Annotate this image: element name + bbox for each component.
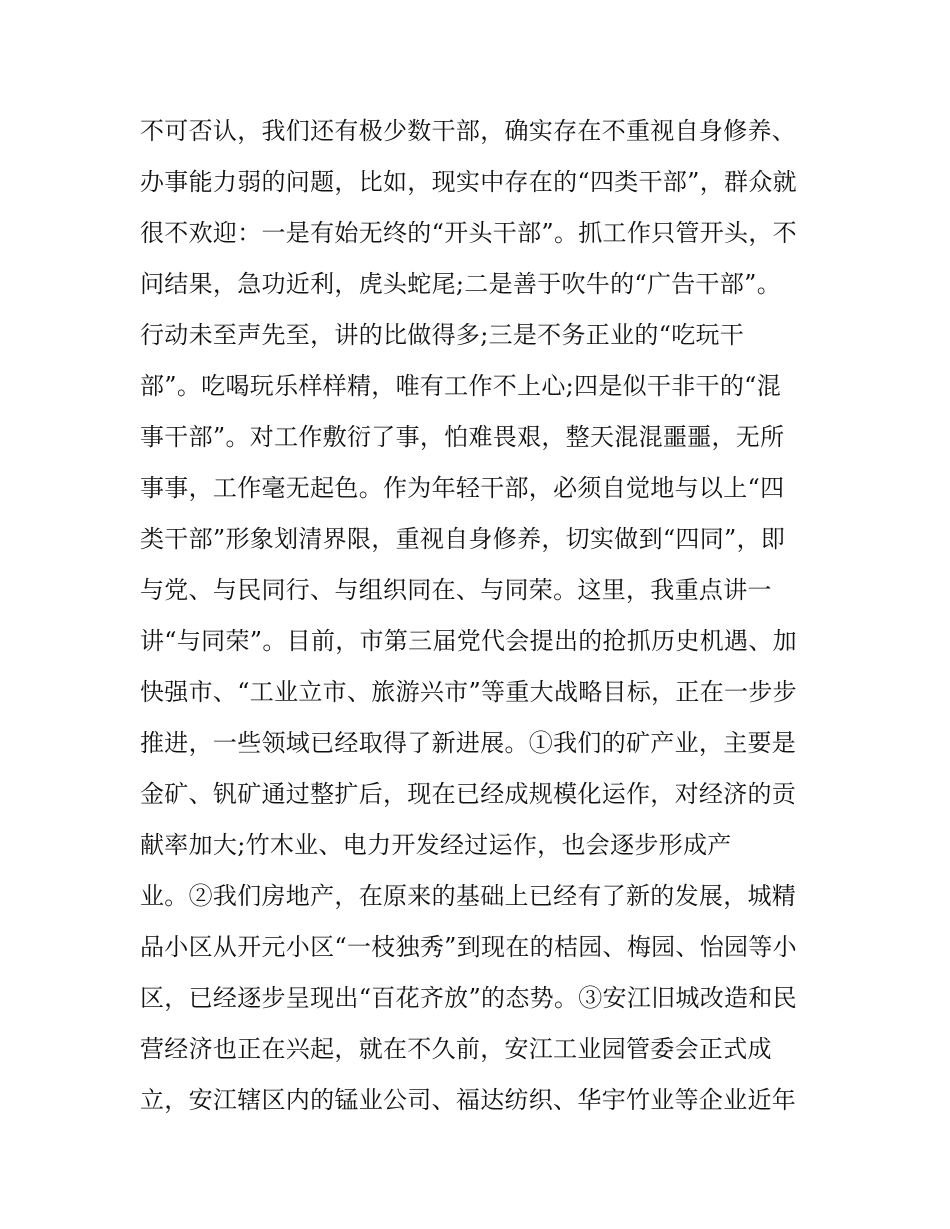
text-line: 立，安江辖区内的锰业公司、福达纺织、华宇竹业等企业近年	[140, 1086, 797, 1114]
text-line: 品小区从开元小区“一枝独秀”到现在的桔园、梅园、怡园等小	[140, 933, 797, 961]
text-line: 事干部”。对工作敷衍了事，怕难畏艰，整天混混噩噩，无所	[140, 423, 785, 451]
text-line: 事事，工作毫无起色。作为年轻干部，必须自觉地与以上“四	[140, 474, 785, 502]
text-line: 行动未至声先至，讲的比做得多;三是不务正业的“吃玩干	[140, 321, 745, 349]
text-line: 营经济也正在兴起，就在不久前，安江工业园管委会正式成	[140, 1035, 772, 1063]
text-line: 献率加大;竹木业、电力开发经过运作，也会逐步形成产	[140, 831, 732, 859]
text-line: 类干部”形象划清界限，重视自身修养，切实做到“四同”，即	[140, 525, 786, 553]
text-line: 区，已经逐步呈现出“百花齐放”的态势。③安江旧城改造和民	[140, 984, 797, 1012]
text-line: 问结果，急功近利，虎头蛇尾;二是善于吹牛的“广告干部”。	[140, 270, 782, 298]
text-line: 快强市、“工业立市、旅游兴市”等重大战略目标，正在一步步	[140, 678, 797, 706]
text-line: 讲“与同荣”。目前，市第三届党代会提出的抢抓历史机遇、加	[140, 627, 797, 655]
text-line: 不可否认，我们还有极少数干部，确实存在不重视自身修养、	[140, 117, 797, 145]
text-line: 推进，一些领域已经取得了新进展。①我们的矿产业，主要是	[140, 729, 797, 757]
body-text	[140, 106, 820, 1126]
text-line: 办事能力弱的问题，比如，现实中存在的“四类干部”，群众就	[140, 168, 797, 196]
text-line: 很不欢迎：一是有始无终的“开头干部”。抓工作只管开头，不	[140, 219, 797, 247]
text-line: 业。②我们房地产，在原来的基础上已经有了新的发展，城精	[140, 882, 797, 910]
text-line: 与党、与民同行、与组织同在、与同荣。这里，我重点讲一	[140, 576, 772, 604]
text-line: 金矿、钒矿通过整扩后，现在已经成规模化运作，对经济的贡	[140, 780, 797, 808]
text-line: 部”。吃喝玩乐样样精，唯有工作不上心;四是似干非干的“混	[140, 372, 782, 400]
